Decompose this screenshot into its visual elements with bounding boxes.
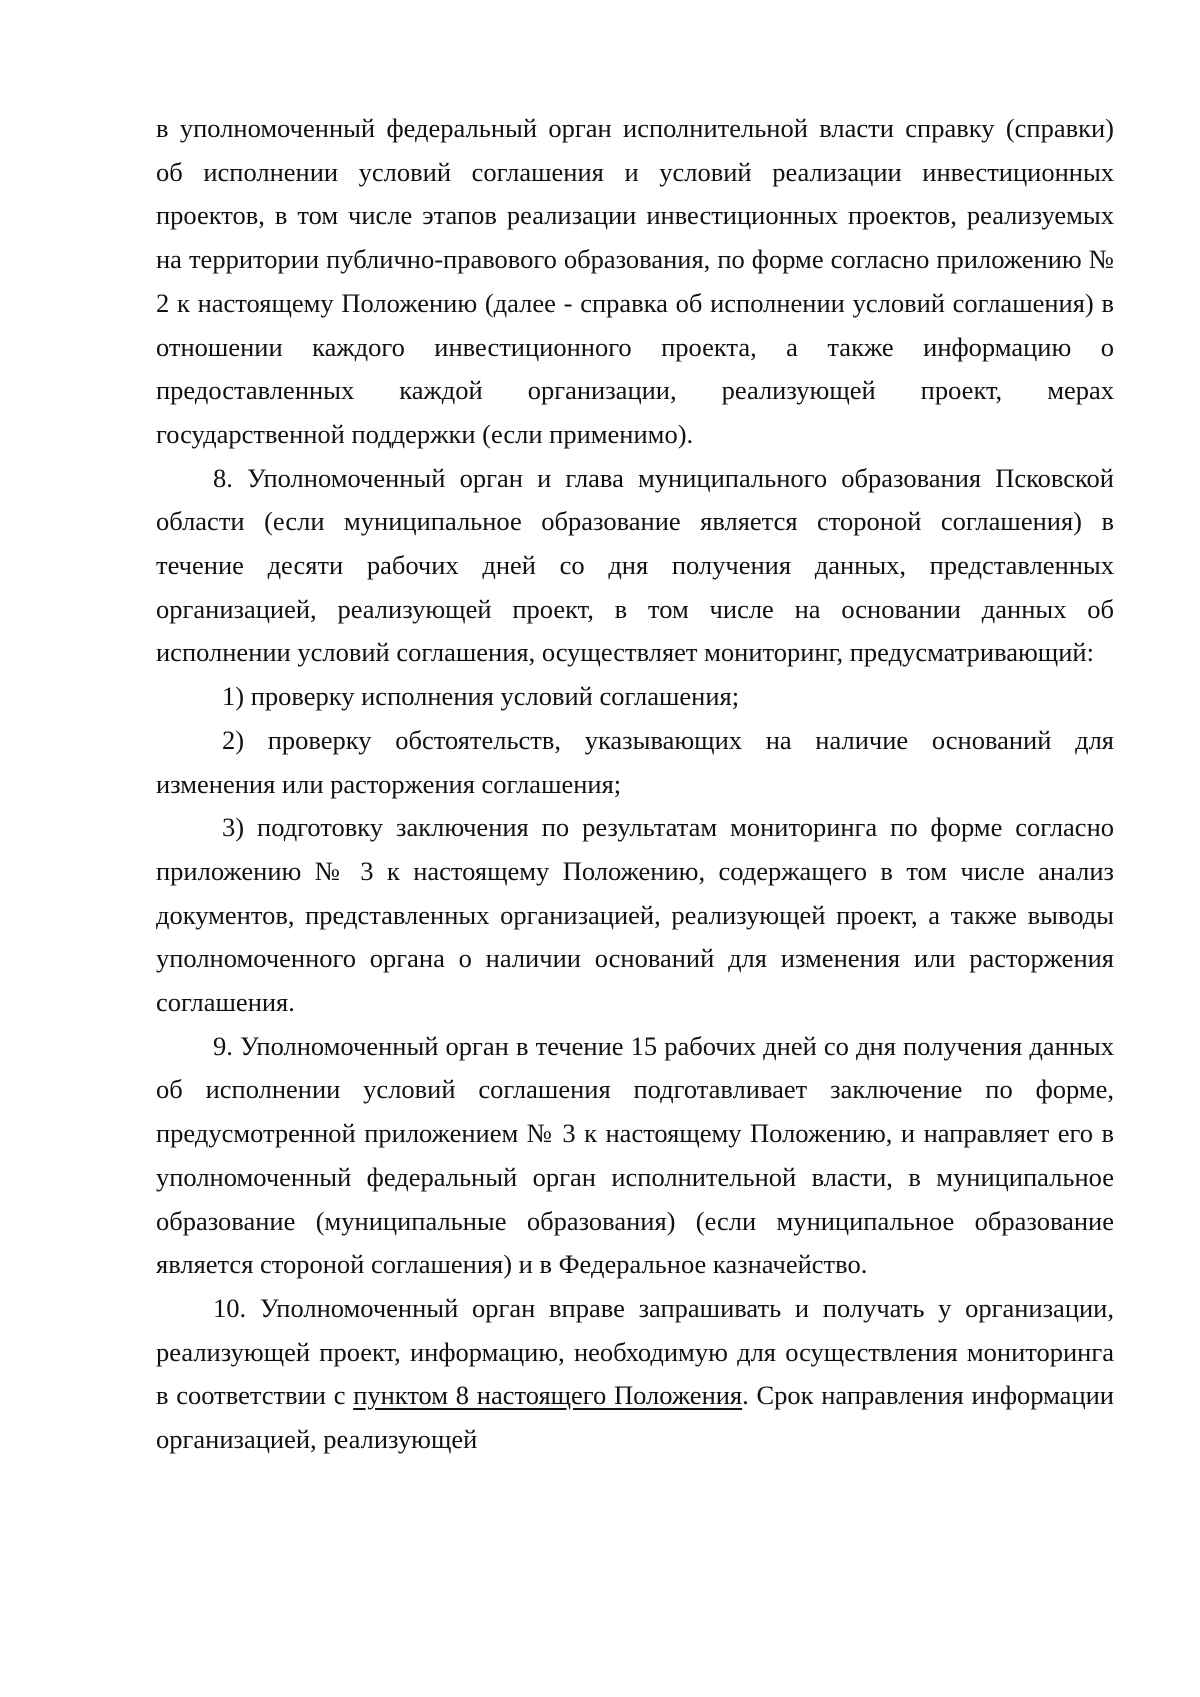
paragraph-item-9: 9. Уполномоченный орган в течение 15 рабочих дней со дня получения данных об исполнении условий соглашения подготавливает заключение по форме, предусмотренной приложением № 3 к настоящему Положению, и направляет его в уполномоченный федеральный орган исполнительной власти, в муниципальное образование (муниципальные образования) (если муниципальное образование является стороной соглашения) и в Федеральное казначейство. bbox=[156, 1030, 1114, 1280]
clause-8-link[interactable]: пунктом 8 настоящего Положения bbox=[353, 1380, 743, 1411]
paragraph-item-10 bbox=[156, 1287, 1114, 1462]
paragraph-subitem-1: 1) проверку исполнения условий соглашения; bbox=[222, 681, 740, 712]
item-10-text-before-link: 10. Уполномоченный орган вправе запрашивать и получать у организации, реализующей проект, информацию, необходимую для осуществления мониторинга в соответствии с bbox=[156, 1292, 1114, 1411]
paragraph-subitem-2: 2) проверку обстоятельств, указывающих на наличие оснований для изменения или расторжения соглашения; bbox=[156, 724, 1114, 799]
paragraph-subitem-3: 3) подготовку заключения по результатам мониторинга по форме согласно приложению № 3 к настоящему Положению, содержащего в том числе анализ документов, представленных организацией, реализующей проект, а также выводы уполномоченного органа о наличии оснований для изменения или расторжения соглашения. bbox=[156, 812, 1114, 1018]
item-10-text-after-link: . Срок направления информации организацией, реализующей bbox=[156, 1380, 1114, 1455]
document-body bbox=[156, 107, 1114, 1462]
paragraph-continuation: в уполномоченный федеральный орган исполнительной власти справку (справки) об исполнении условий соглашения и условий реализации инвестиционных проектов, в том числе этапов реализации инвестиционных проектов, реализуемых на территории публично-правового образования, по форме согласно приложению № 2 к настоящему Положению (далее - справка об исполнении условий соглашения) в отношении каждого инвестиционного проекта, а также информацию о предоставленных каждой организации, реализующей проект, мерах государственной поддержки (если применимо). bbox=[156, 113, 1114, 449]
paragraph-item-8: 8. Уполномоченный орган и глава муниципального образования Псковской области (если муниципальное образование является стороной соглашения) в течение десяти рабочих дней со дня получения данных, представленных организацией, реализующей проект, в том числе на основании данных об исполнении условий соглашения, осуществляет мониторинг, предусматривающий: bbox=[156, 462, 1114, 668]
